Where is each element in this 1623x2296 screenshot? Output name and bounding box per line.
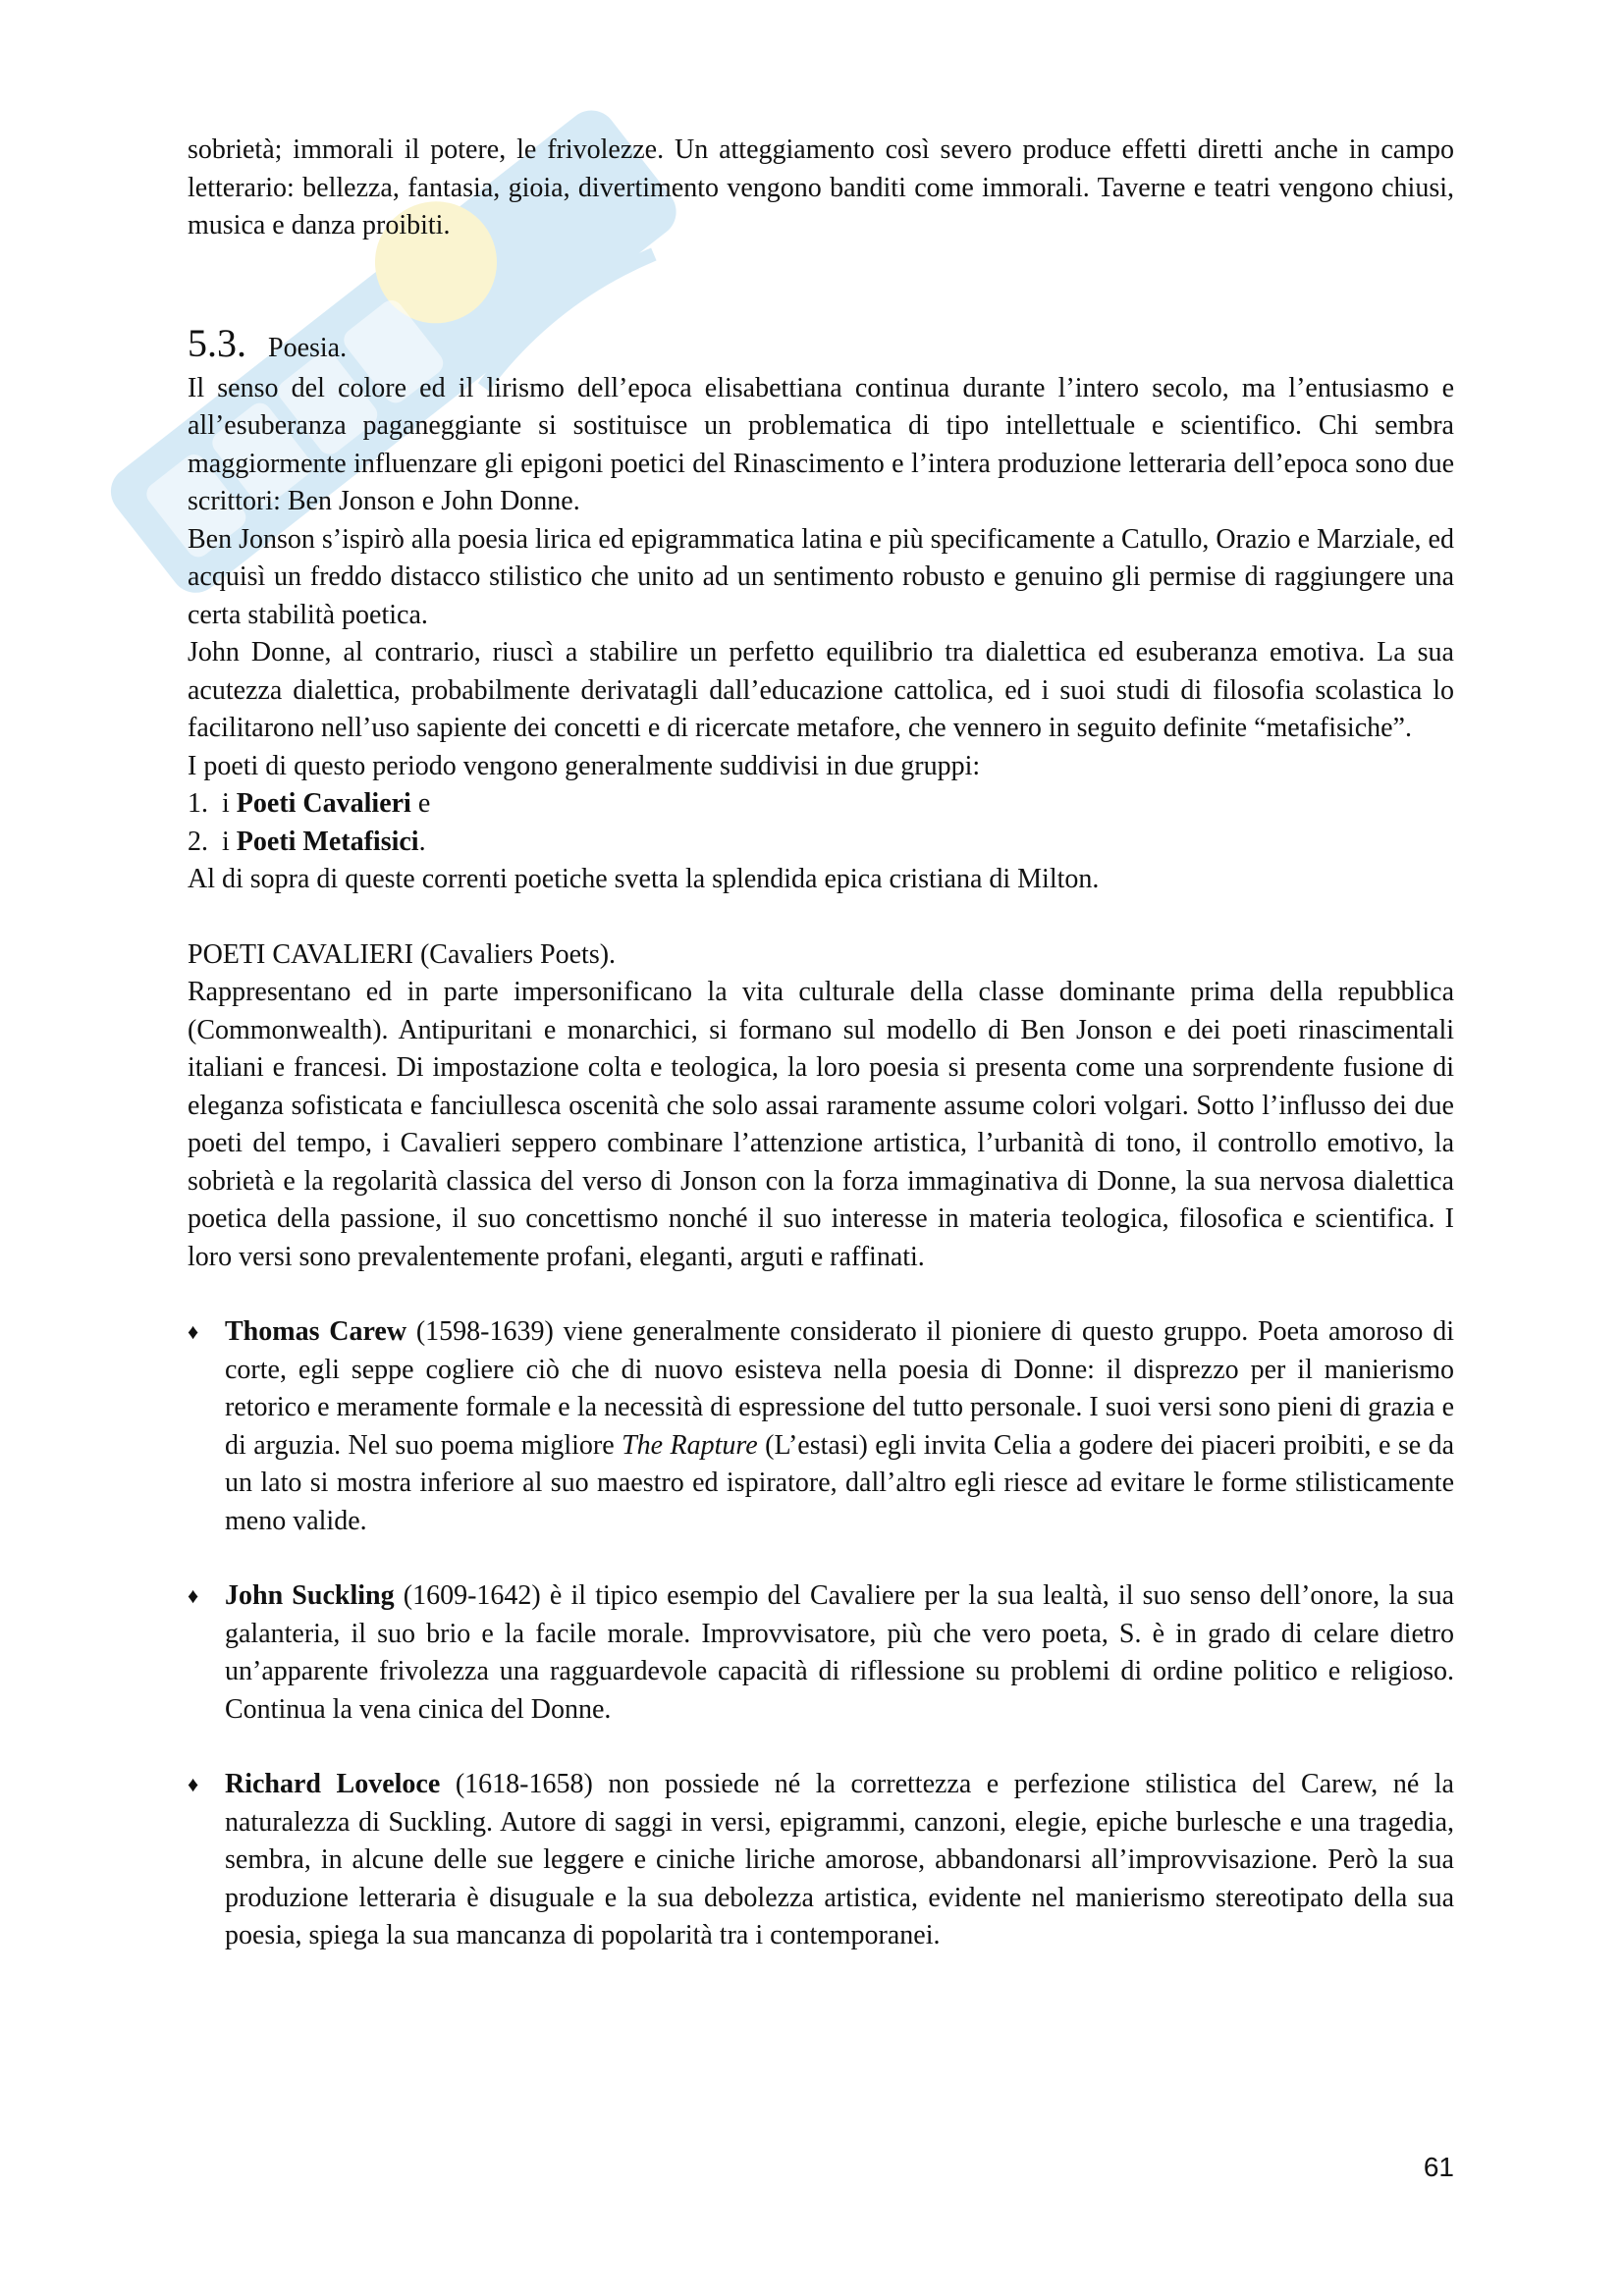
section-title: Poesia. bbox=[268, 332, 348, 363]
poet-description: John Suckling (1609-1642) è il tipico esempio del Cavaliere per la sua lealtà, il suo senso dell’onore, la sua galanteria, il suo brio e la facile morale. Improvvisatore, più che vero poeta, S. è in grado di celare dietro un’apparente frivolezza una ragguardevole capacità di riflessione su problemi di ordine politico e religioso. Continua la vena cinica del Donne. bbox=[225, 1580, 1455, 1725]
poet-name: Richard Loveloce bbox=[225, 1769, 441, 1799]
poet-entry-carew bbox=[188, 1313, 1454, 1540]
page-number: 61 bbox=[1423, 2152, 1454, 2182]
group-name: Poeti Cavalieri bbox=[236, 788, 411, 819]
poet-name: John Suckling bbox=[225, 1580, 395, 1611]
poesia-paragraph-3: John Donne, al contrario, riuscì a stabilire un perfetto equilibrio tra dialettica ed esuberanza emotiva. La sua acutezza dialettica, probabilmente derivatagli dall’educazione cattolica, ed i suoi studi di filosofia scolastica lo facilitarono nell’uso sapiente dei concetti e di ricercate metafore, che vennero in seguito definite “metafisiche”. bbox=[188, 637, 1454, 743]
groups-intro: I poeti di questo periodo vengono generalmente suddivisi in due gruppi: bbox=[188, 750, 981, 781]
milton-sentence: Al di sopra di queste correnti poetiche svetta la splendida epica cristiana di Milton. bbox=[188, 864, 1100, 894]
document-page bbox=[188, 132, 1454, 1955]
section-heading bbox=[188, 322, 1454, 370]
intro-paragraph: sobrietà; immorali il potere, le frivolezze. Un atteggiamento così severo produce effetti diretti anche in campo letterario: bellezza, fantasia, gioia, divertimento vengono banditi come immorali. Taverne e teatri vengono chiusi, musica e danza proibiti. bbox=[188, 134, 1454, 240]
diamond-bullet-icon: ♦ bbox=[188, 1319, 199, 1344]
poet-description: Richard Loveloce (1618-1658) non possiede né la correttezza e perfezione stilistica del Carew, né la naturalezza di Suckling. Autore di saggi in versi, epigrammi, canzoni, elegie, epiche burlesche e una tragedia, sembra, in alcune delle sue leggere e ciniche liriche amorose, abbandonarsi all’improvvisazione. Però la sua produzione letteraria è disuguale e la sua debolezza artistica, evidente nel manierismo stereotipato della sua poesia, spiega la sua mancanza di popolarità tra i contemporanei. bbox=[225, 1769, 1454, 1950]
poet-entry-loveloce bbox=[188, 1766, 1454, 1955]
poesia-paragraph-2: Ben Jonson s’ispirò alla poesia lirica ed epigrammatica latina e più specificamente a Catullo, Orazio e Marziale, ed acquisì un freddo distacco stilistico che unito ad un sentimento robusto e genuino gli permise di raggiungere una certa stabilità poetica. bbox=[188, 523, 1454, 630]
cavalieri-heading: POETI CAVALIERI (Cavaliers Poets). bbox=[188, 938, 617, 970]
poet-entry-suckling bbox=[188, 1577, 1454, 1729]
group-number: 1. bbox=[188, 788, 208, 819]
diamond-bullet-icon: ♦ bbox=[188, 1583, 199, 1608]
work-title: The Rapture bbox=[622, 1429, 758, 1461]
group-number: 2. bbox=[188, 826, 208, 857]
group-item: 2. i Poeti Metafisici. bbox=[188, 826, 426, 857]
poet-name: Thomas Carew bbox=[225, 1316, 407, 1347]
group-item: 1. i Poeti Cavalieri e bbox=[188, 788, 431, 819]
section-number: 5.3. bbox=[188, 320, 246, 365]
poet-description: Thomas Carew (1598-1639) viene generalmente considerato il pioniere di questo gruppo. Poeta amoroso di corte, egli seppe cogliere ciò che di nuovo esisteva nella poesia di Donne: il disprezzo per il manierismo retorico e meramente formale e la necessità di espressione del tutto personale. I suoi versi sono pieni di grazia e di arguzia. Nel suo poema migliore The Rapture (L’estasi) egli invita Celia a godere dei piaceri proibiti, e se da un lato si mostra inferiore al suo maestro ed ispiratore, dall’altro egli riesce ad evitare le forme stilisticamente meno valide. bbox=[225, 1316, 1455, 1536]
cavalieri-paragraph: Rappresentano ed in parte impersonificano la vita culturale della classe dominante prima della repubblica (Commonwealth). Antipuritani e monarchici, si formano sul modello di Ben Jonson e dei poeti rinascimentali italiani e francesi. Di impostazione colta e teologica, la loro poesia si presenta come una sorprendente fusione di eleganza sofisticata e fanciullesca oscenità che solo assai raramente assume colori volgari. Sotto l’influsso dei due poeti del tempo, i Cavalieri seppero combinare l’attenzione artistica, l’urbanità di tono, il controllo emotivo, la sobrietà e la regolarità classica del verso di Jonson con la forza immaginativa di Donne, la sua nervosa dialettica poetica della passione, il suo concettismo nonché il suo interesse in materia teologica, filosofica e scientifica. I loro versi sono prevalentemente profani, eleganti, arguti e raffinati. bbox=[188, 977, 1454, 1272]
group-name: Poeti Metafisici bbox=[236, 826, 419, 857]
poesia-paragraph-1: Il senso del colore ed il lirismo dell’epoca elisabettiana continua durante l’intero secolo, ma l’entusiasmo e all’esuberanza paganeggiante si sostituisce un problematica di tipo intellettuale e scientifico. Chi sembra maggiormente influenzare gli epigoni poetici del Rinascimento e l’intera produzione letteraria dell’epoca sono due scrittori: Ben Jonson e John Donne. bbox=[188, 372, 1454, 516]
diamond-bullet-icon: ♦ bbox=[188, 1772, 199, 1796]
